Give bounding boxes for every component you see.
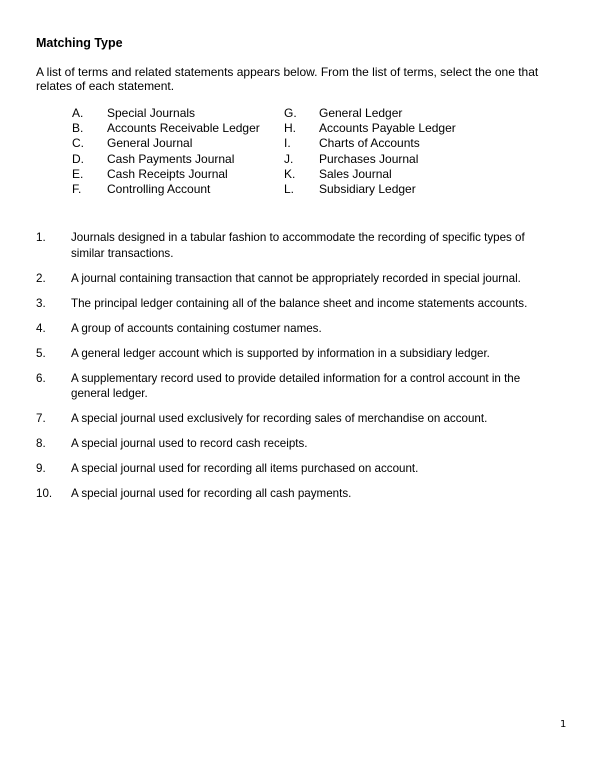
question-text: A special journal used exclusively for recording sales of merchandise on account. [71,412,488,425]
question-text: A journal containing transaction that cannot be appropriately recorded in special journal. [71,271,521,285]
term-letter: E. [72,166,84,181]
question-number: 10. [36,487,53,500]
question-text: A special journal used for recording all cash payments. [71,487,352,500]
question-number: 3. [36,296,46,310]
term-letter: A. [72,106,84,120]
question-number: 8. [36,437,46,450]
instructions-text: A list of terms and related statements appears below. From the list of terms, select the one that relates of each statement. [36,65,539,93]
term-name: Accounts Receivable Ledger [107,121,260,136]
term-row [72,136,479,151]
question-text: A special journal used to record cash receipts. [71,437,308,450]
term-name: Special Journals [107,106,196,120]
term-letter: F. [72,181,82,196]
question-item [36,296,541,312]
question-number: 2. [36,271,46,285]
question-text: Journals designed in a tabular fashion to accommodate the recording of specific types of similar transactions. [71,231,525,260]
term-letter: G. [284,106,297,120]
term-name: Sales Journal [319,166,392,181]
term-name: Purchases Journal [319,151,419,166]
term-name: Accounts Payable Ledger [319,121,456,136]
term-row [72,167,479,182]
question-text: A group of accounts containing costumer names. [71,321,322,335]
term-name: Cash Receipts Journal [107,166,228,181]
term-letter: L. [284,181,295,196]
questions-list [36,230,541,511]
question-number: 6. [36,371,46,385]
question-number: 7. [36,412,46,425]
question-number: 5. [36,346,46,360]
question-item [36,230,541,261]
question-text: The principal ledger containing all of the balance sheet and income statements accounts. [71,296,528,310]
term-letter: K. [284,166,296,181]
term-name: Charts of Accounts [319,136,420,151]
term-name: Cash Payments Journal [107,151,235,166]
terms-list [72,106,479,197]
question-item [36,346,541,362]
question-item [36,461,541,477]
question-number: 9. [36,462,46,475]
question-item [36,271,541,287]
question-item [36,321,541,337]
term-letter: I. [284,136,291,151]
question-item [36,411,541,427]
term-name: Subsidiary Ledger [319,181,416,196]
term-name: Controlling Account [107,181,211,196]
term-row [72,121,479,136]
term-letter: B. [72,121,84,136]
question-text: A special journal used for recording all items purchased on account. [71,462,419,475]
term-letter: C. [72,136,84,151]
term-row [72,152,479,167]
term-row [72,106,479,121]
page-number: 1 [560,719,567,730]
term-row [72,182,479,197]
question-item [36,486,541,502]
question-number: 4. [36,321,46,335]
term-letter: J. [284,151,294,166]
term-letter: D. [72,151,84,166]
term-letter: H. [284,121,296,136]
term-name: General Journal [107,136,193,151]
question-item [36,436,541,452]
question-text: A general ledger account which is supported by information in a subsidiary ledger. [71,346,490,360]
page-title: Matching Type [36,36,123,50]
question-item [36,371,541,402]
question-text: A supplementary record used to provide detailed information for a control account in the general ledger. [71,371,521,400]
question-number: 1. [36,231,46,244]
term-name: General Ledger [319,106,403,120]
